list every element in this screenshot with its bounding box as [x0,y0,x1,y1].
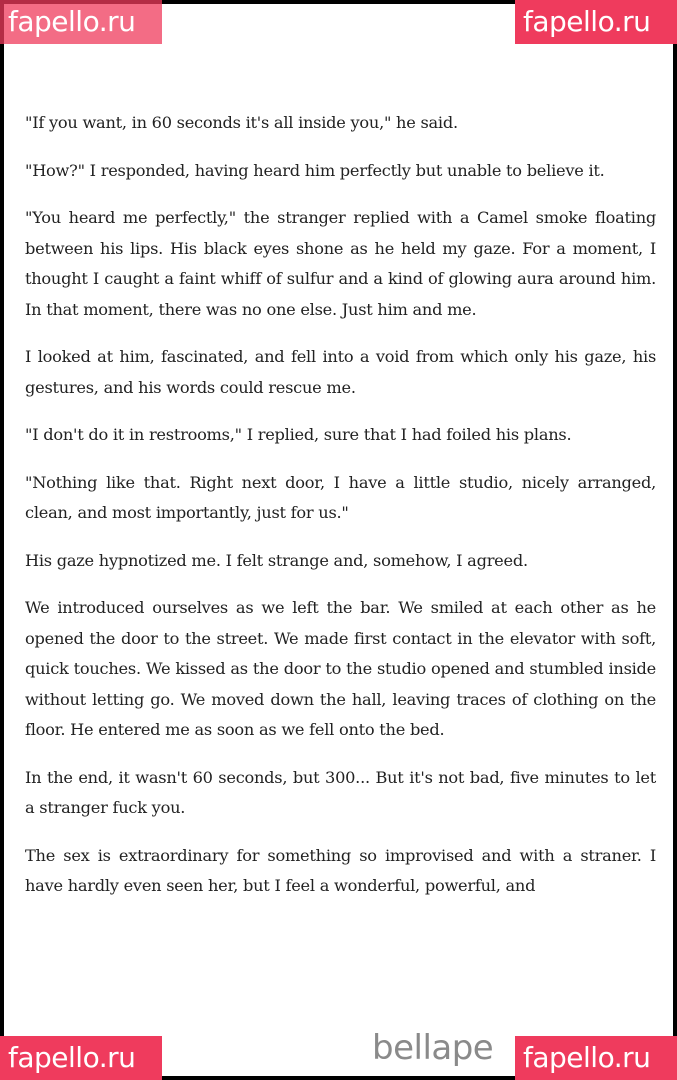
paragraph-6: "Nothing like that. Right next door, I have a little studio, nicely arranged, clean, and most importantly, just for us." [25,472,656,522]
watermark-bottom-left: fapello.ru [0,1036,162,1080]
paragraph-1: "If you want, in 60 seconds it's all inside you," he said. [25,113,458,132]
paragraph-9: In the end, it wasn't 60 seconds, but 300... But it's not bad, five minutes to let a stranger fuck you. [25,767,656,817]
watermark-top-right: fapello.ru [515,0,677,44]
paragraph-4: I looked at him, fascinated, and fell into a void from which only his gaze, his gestures, and his words could rescue me. [25,347,656,397]
paragraph-2: "How?" I responded, having heard him perfectly but unable to believe it. [25,160,605,180]
paragraph-10: The sex is extraordinary for something so improvised and with a straner. I have hardly even seen her, but I feel a wonderful, powerful, and [25,845,656,895]
book-page [4,4,673,1076]
paragraph-8: We introduced ourselves as we left the bar. We smiled at each other as he opened the door to the street. We made first contact in the elevator with soft, quick touches. We kissed as the door to the studio opened and stumbled inside without letting go. We moved down the hall, leaving traces of clothing on the floor. He entered me as soon as we fell onto the bed. [25,598,656,739]
watermark-bottom-right: fapello.ru [515,1036,677,1080]
paragraph-3: "You heard me perfectly," the stranger replied with a Camel smoke floating between his lips. His black eyes shone as he held my gaze. For a moment, I thought I caught a faint whiff of sulfur and a kind of glowing aura around him. In that moment, there was no one else. Just him and me. [25,208,656,319]
story-text [25,108,656,902]
watermark-top-left: fapello.ru [0,0,162,44]
paragraph-7: His gaze hypnotized me. I felt strange and, somehow, I agreed. [25,550,528,570]
author-watermark: bellape [372,1028,494,1068]
paragraph-5: "I don't do it in restrooms," I replied, sure that I had foiled his plans. [25,425,572,444]
